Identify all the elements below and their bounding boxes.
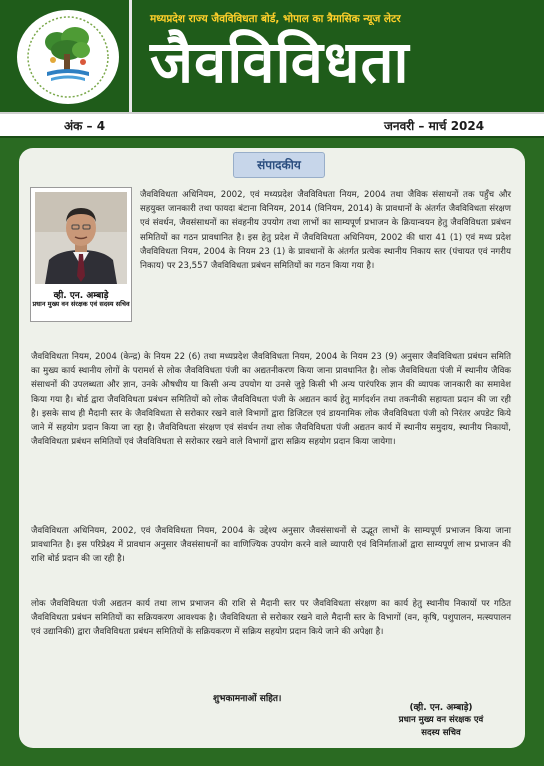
editorial-paragraph: जैवविविधता नियम, 2004 (केन्द्र) के नियम 22 (6) तथा मध्यप्रदेश जैवविविधता नियम, 2004 के नियम 23 (9) अनुसार जैवविविधता प्रबंधन समिति का मुख्य कार्य स्थानीय लोगों के परामर्श से लोक जैवविविधता पंजी का अद्यतनीकरण किया जाना प्रावधानित है। लोक जैवविविधता पंजी में स्थानीय जैविक संसाधनों की उपलब्धता और ज्ञान, उनके औषधीय या किसी अन्य उपयोग या उनसे जुड़े किसी भी अन्य पारंपरिक ज्ञान की व्यापक जानकारी का समावेश किया गया है। बोर्ड द्वारा जैवविविधता प्रबंधन समितियों को लोक जैवविविधता पंजी के अद्यतन कार्य हेतु मार्गदर्शन तथा तकनीकी सहायता प्रदान की जा रही है। इसके साथ ही मैदानी स्तर के जैवविविधता से सरोकार रखने वाले विभागों द्वारा डिजिटल एवं डायनामिक लोक जैवविविधता पंजी को निरंतर अपडेट किये जाने में सहयोग प्रदान किया जा रहा है। जैवविविधता संरक्षण एवं संवर्धन तथा लोक जैवविविधता पंजी अद्यतन कार्य में स्थानीय समुदाय, स्थानीय निकायों, जैवविविधता प्रबंधन समितियों एवं जैवविविधता से सरोकार रखने वाले विभागों द्वारा सक्रिय सहयोग प्रदान किया जायेगा। <box>31 352 511 448</box>
header-divider <box>129 0 132 112</box>
signatory-role-line: प्रधान मुख्य वन संरक्षक एवं <box>398 715 484 725</box>
author-portrait-icon <box>35 192 127 284</box>
signatory-role-line: सदस्य सचिव <box>421 728 461 738</box>
issue-number: अंक – 4 <box>64 119 106 133</box>
author-photo-role: प्रधान मुख्य वन संरक्षक एवं सदस्य सचिव <box>32 300 130 308</box>
closing-regards: शुभकामनाओं सहित। <box>213 694 282 704</box>
editorial-paragraph: लोक जैवविविधता पंजी अद्यतन कार्य तथा लाभ प्रभाजन की राशि से मैदानी स्तर पर जैवविविधता संरक्षण का कार्य हेतु स्थानीय निकायों पर गठित जैवविविधता प्रबंधन समितियों का सक्रियकरण आवश्यक है। जैवविविधता से सरोकार रखने वाले मैदानी स्तर के विभागों (वन, कृषि, पशुपालन, मत्स्यपालन एवं उद्यानिकी) द्वारा जैवविविधता प्रबंधन समितियों के सक्रियकरण में सक्रिय सहयोग प्रदान किये जाने की अपेक्षा है। <box>31 599 511 638</box>
editorial-heading: संपादकीय <box>233 152 325 178</box>
newsletter-title: जैवविविधता <box>150 28 410 96</box>
editorial-paragraph: जैवविविधता अधिनियम, 2002, एवं मध्यप्रदेश जैवविविधता नियम, 2004 तथा जैविक संसाधनों तक पहुँच और सहयुक्त जानकारी तथा फायदा बंटाना विनियम, 2014 (विनियम, 2014) के प्रावधानों के अंतर्गत जैवविविधता संरक्षण एवं संवर्धन, जैवसंसाधनों का संवहनीय उपयोग तथा लाभों का साम्यपूर्ण प्रभाजन के क्रियान्वयन हेतु जैवविविधता प्रबंधन समितियों का गठन प्रावधानित है। इस हेतु प्रदेश में जैवविविधता अधिनियम, 2002 की धारा 41 (1) एवं मध्य प्रदेश जैवविविधता नियम, 2004 के नियम 23 (1) के प्रावधानों के अंतर्गत प्रत्येक स्थानीय निकाय स्तर (पंचायत एवं नगरीय निकाय) पर 23,557 जैवविविधता प्रबंधन समितियों का गठन किया गया है। <box>140 190 511 272</box>
newsletter-tagline: मध्यप्रदेश राज्य जैवविविधता बोर्ड, भोपाल का त्रैमासिक न्यूज लेटर <box>150 13 401 25</box>
issue-period: जनवरी – मार्च 2024 <box>384 119 485 133</box>
editorial-paragraph: जैवविविधता अधिनियम, 2002, एवं जैवविविधता नियम, 2004 के उद्देश्य अनुसार जैवसंसाधनों से उद्भूत लाभों के साम्यपूर्ण प्रभाजन किया जाना प्रावधानित है। इस परिप्रेक्ष्य में प्रावधान अनुसार जैवसंसाधनों का वाणिज्यिक उपयोग करने वाले व्यापारी एवं विनिर्माताओं द्वारा साम्यपूर्ण लाभ प्रभाजन की राशि बोर्ड प्रदान की जा रही है। <box>31 526 511 565</box>
author-photo-card <box>30 187 132 322</box>
issue-bar <box>0 112 544 138</box>
board-logo <box>17 10 119 104</box>
tree-logo-icon <box>17 10 119 104</box>
masthead <box>0 0 544 112</box>
signatory-name: (व्ही. एन. अम्बाड़े) <box>409 703 473 713</box>
author-photo-name: व्ही. एन. अम्बाड़े <box>53 291 109 301</box>
signatory-role <box>366 714 516 740</box>
